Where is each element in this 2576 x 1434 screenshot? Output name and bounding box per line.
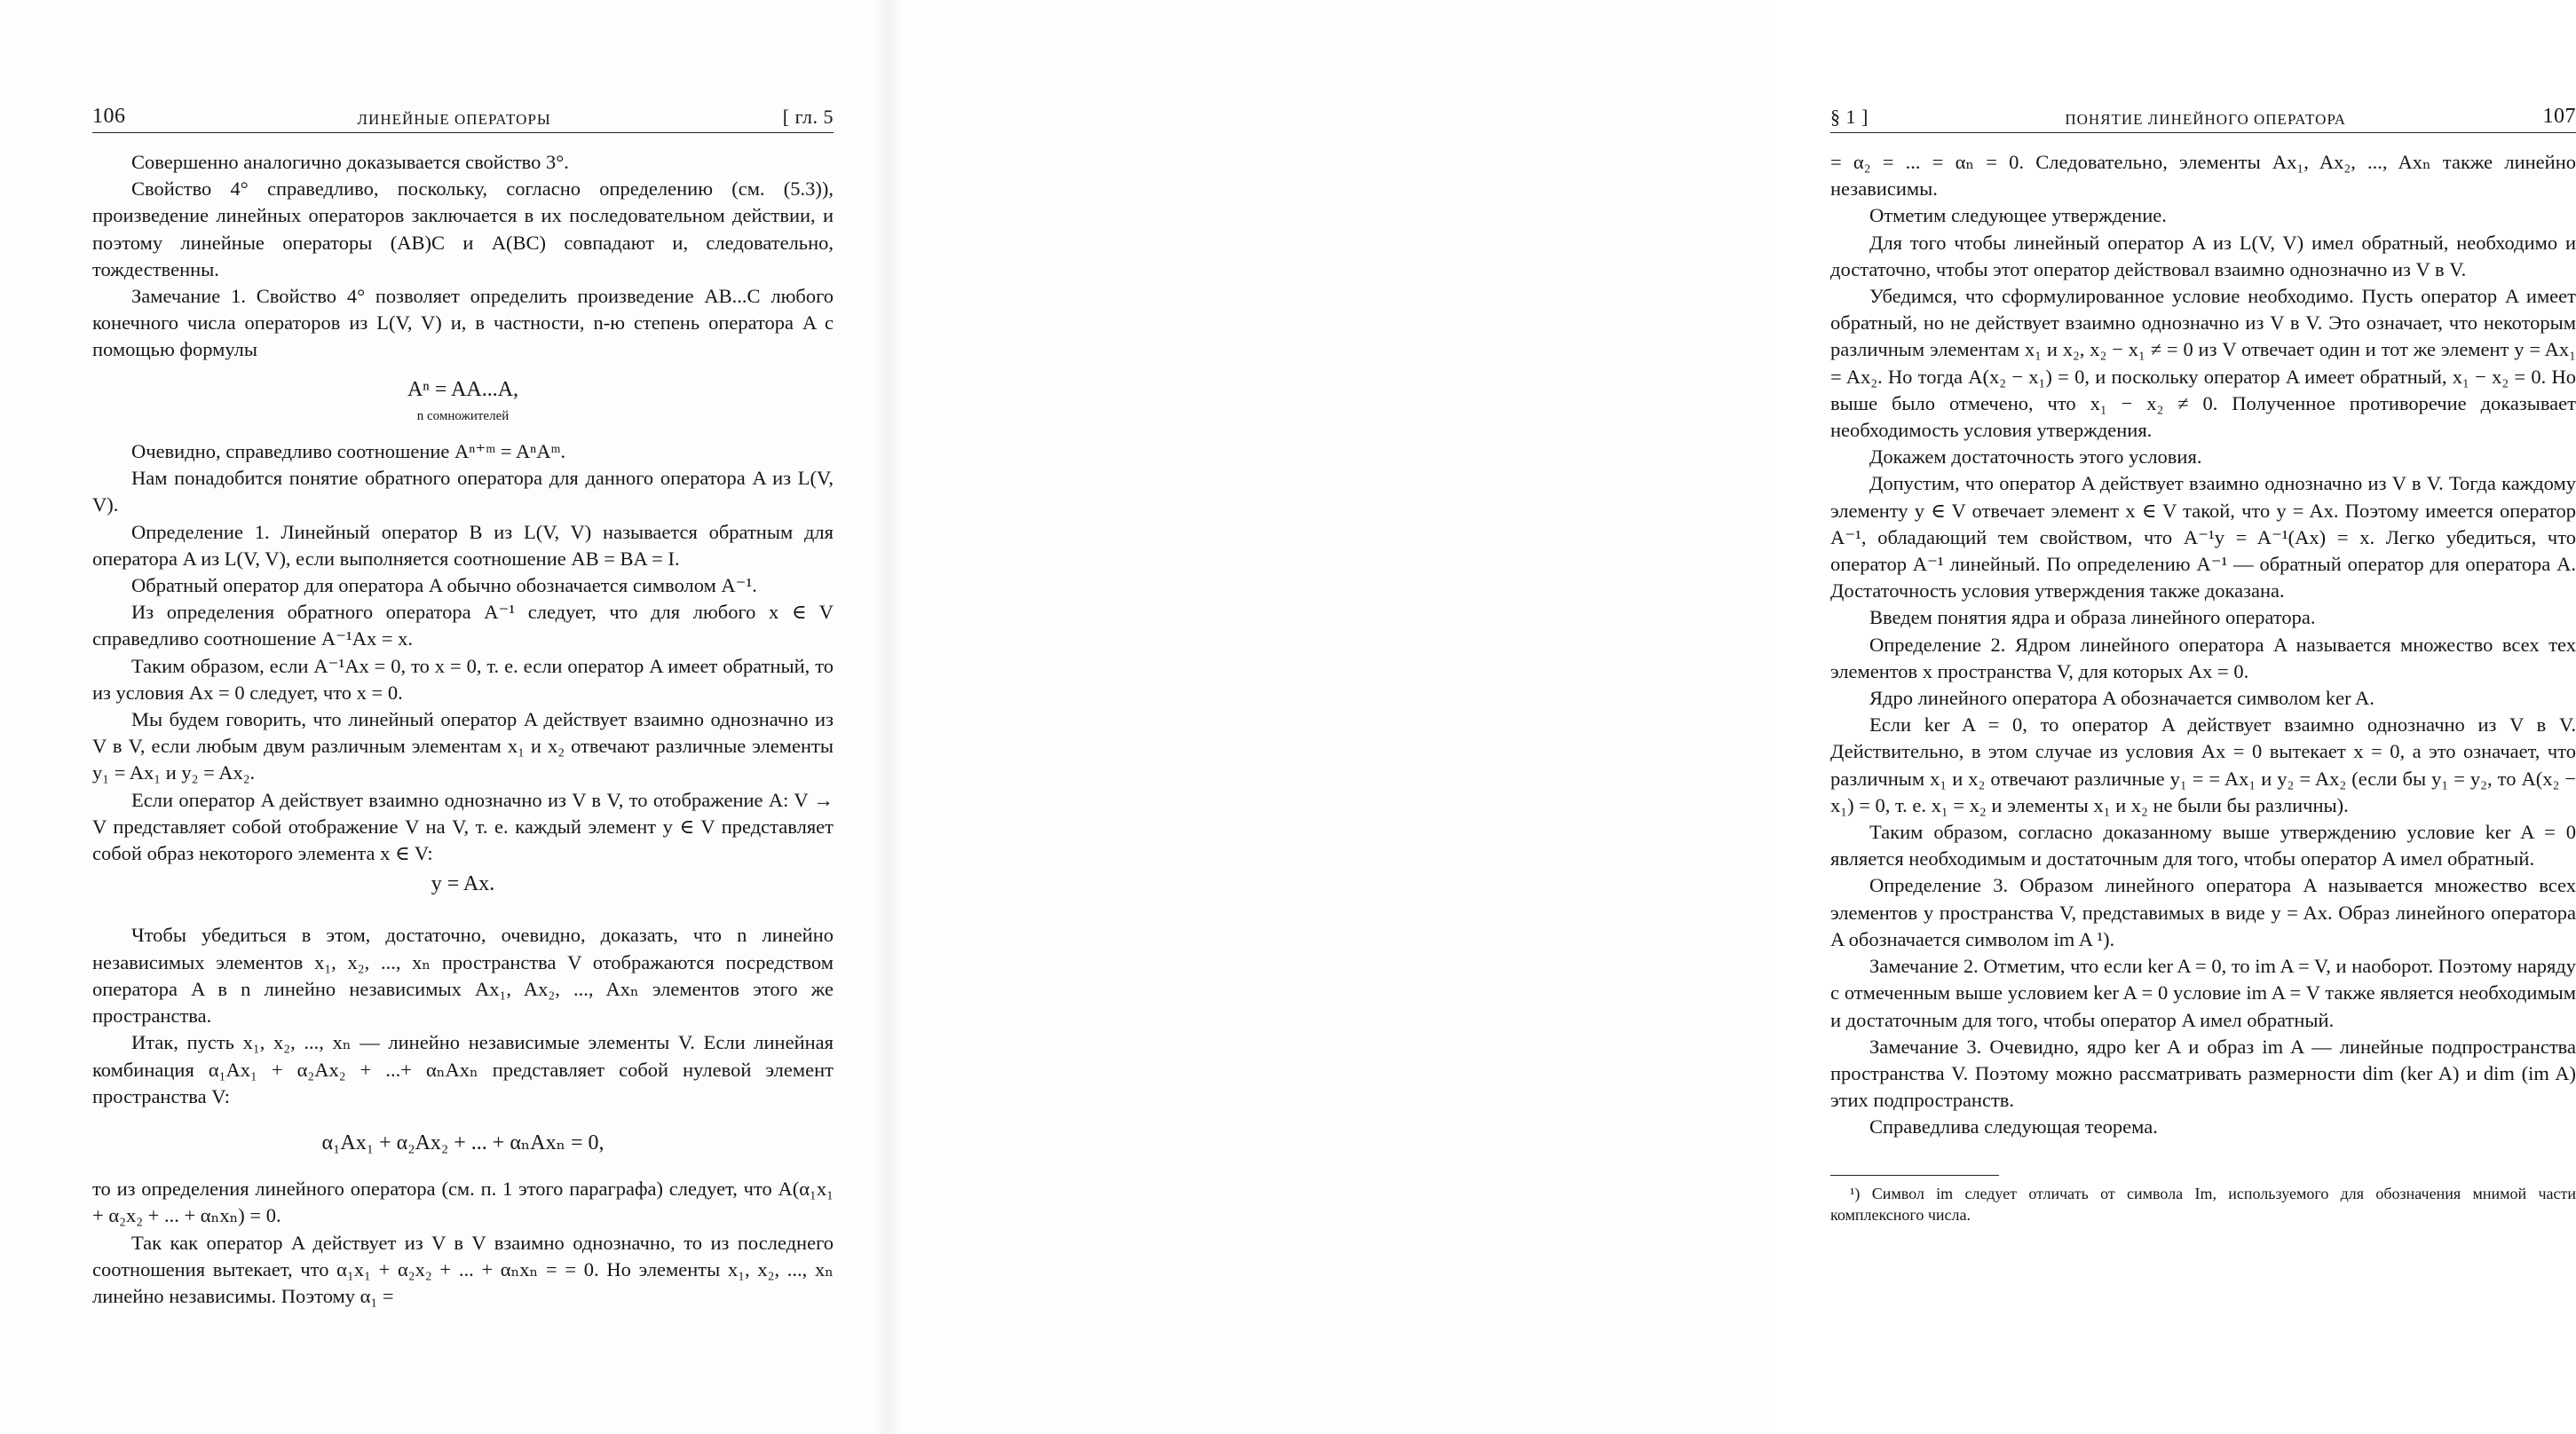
- paragraph: Определение 3. Образом линейного оператора A называется множество всех элементов y пространства V, представимых в виде y = Ax. Образ линейного оператора A обозначается символом im A ¹).: [1830, 874, 2576, 950]
- paragraph: Если оператор A действует взаимно однозначно из V в V, то отображение A: V → V представляет собой отображение V на V, т. е. каждый элемент y ∈ V представляет собой образ некоторого элемента x ∈ V:: [92, 788, 834, 865]
- display-formula: [92, 376, 834, 403]
- paragraph: Введем понятия ядра и образа линейного оператора.: [1869, 606, 2316, 629]
- running-head-title: ПОНЯТИЕ ЛИНЕЙНОГО ОПЕРАТОРА: [2065, 111, 2347, 128]
- left-page-body: [92, 149, 834, 1310]
- paragraph: Так как оператор A действует из V в V взаимно однозначно, то из последнего соотношения вытекает, что α₁x₁ + α₂x₂ + ... + αₙxₙ = = 0. Но элементы x₁, x₂, ..., xₙ линейно независимы. Поэтому α₁ =: [92, 1231, 834, 1307]
- paragraph: Если ker A = 0, то оператор A действует взаимно однозначно из V в V. Действительно, в этом случае из условия Ax = 0 вытекает x = 0, а это означает, что различным x₁ и x₂ отвечают различные y₁ = = Ax₁ и y₂ = Ax₂ (если бы y₁ = y₂, то A(x₂ − x₁) = 0, т. е. x₁ = x₂ и элементы x₁ и x₂ не были бы различны).: [1830, 713, 2576, 816]
- running-head-right: [1830, 103, 2576, 133]
- display-formula: y = Ax.: [431, 872, 495, 896]
- page-number: 106: [92, 105, 126, 128]
- paragraph: Отметим следующее утверждение.: [1869, 204, 2167, 227]
- paragraph: Совершенно аналогично доказывается свойство 3°.: [131, 151, 569, 173]
- running-head-title: ЛИНЕЙНЫЕ ОПЕРАТОРЫ: [357, 111, 551, 128]
- paragraph: Определение 2. Ядром линейного оператора A называется множество всех тех элементов x пространства V, для которых Ax = 0.: [1830, 633, 2576, 682]
- paragraph: Чтобы убедиться в этом, достаточно, очевидно, доказать, что n линейно независимых элементов x₁, x₂, ..., xₙ пространства V отображаются посредством оператора A в n линейно независимых Ax₁, Ax₂, ..., Axₙ элементов этого же пространства.: [92, 924, 834, 1028]
- footnote: ¹) Символ im следует отличать от символа Im, используемого для обозначения мнимой части комплексного числа.: [1830, 1184, 2576, 1224]
- paragraph: Определение 1. Линейный оператор B из L(V, V) называется обратным для оператора A из L(V, V), если выполняется соотношение AB = BA = I.: [92, 520, 834, 570]
- paragraph: Для того чтобы линейный оператор A из L(V, V) имел обратный, необходимо и достаточно, чтобы этот оператор действовал взаимно однозначно из V в V.: [1830, 231, 2576, 280]
- left-page: [0, 0, 888, 1434]
- right-page-body: [1830, 149, 2576, 1225]
- footnote-rule: [1830, 1175, 1999, 1176]
- paragraph: Таким образом, если A⁻¹Ax = 0, то x = 0, т. е. если оператор A имеет обратный, то из условия Ax = 0 следует, что x = 0.: [92, 654, 834, 704]
- right-page: [888, 0, 2576, 1434]
- running-head-left: [92, 103, 834, 133]
- paragraph: = α₂ = ... = αₙ = 0. Следовательно, элементы Ax₁, Ax₂, ..., Axₙ также линейно независимы.: [1830, 151, 2576, 201]
- section-marker: § 1 ]: [1830, 106, 1869, 128]
- formula-text: Aⁿ = AA...A,: [407, 377, 519, 401]
- paragraph: Докажем достаточность этого условия.: [1869, 445, 2202, 469]
- paragraph: Обратный оператор для оператора A обычно обозначается символом A⁻¹.: [131, 574, 757, 597]
- paragraph: Замечание 1. Свойство 4° позволяет определить произведение AB...C любого конечного числа операторов из L(V, V) и, в частности, n-ю степень оператора A с помощью формулы: [92, 285, 834, 361]
- paragraph: Справедлива следующая теорема.: [1869, 1115, 2158, 1139]
- chapter-marker: [ гл. 5: [782, 106, 834, 128]
- paragraph: Допустим, что оператор A действует взаимно однозначно из V в V. Тогда каждому элементу y ∈ V отвечает элемент x ∈ V такой, что y = Ax. Поэтому имеется оператор A⁻¹, обладающий тем свойством, что A⁻¹y = A⁻¹(Ax) = x. Легко убедиться, что оператор A⁻¹ линейный. По определению A⁻¹ — обратный оператор для оператора A. Достаточность условия утверждения также доказана.: [1830, 472, 2576, 603]
- page-number: 107: [2542, 105, 2576, 128]
- paragraph: Мы будем говорить, что линейный оператор A действует взаимно однозначно из V в V, если любым двум различным элементам x₁ и x₂ отвечают различные элементы y₁ = Ax₁ и y₂ = Ax₂.: [92, 708, 834, 784]
- underbrace-note: n сомножителей: [416, 408, 510, 423]
- page-gutter-shadow: [874, 0, 901, 1434]
- paragraph: Нам понадобится понятие обратного оператора для данного оператора A из L(V, V).: [92, 467, 834, 516]
- paragraph: Убедимся, что сформулированное условие необходимо. Пусть оператор A имеет обратный, но не действует взаимно однозначно из V в V. Это означает, что некоторым различным элементам x₁ и x₂, x₂ − x₁ ≠ = 0 из V отвечает один и тот же элемент y = Ax₁ = Ax₂. Но тогда A(x₂ − x₁) = 0, и поскольку оператор A имеет обратный, x₁ − x₂ = 0. Но выше было отмечено, что x₁ − x₂ ≠ 0. Полученное противоречие доказывает необходимость условия утверждения.: [1830, 285, 2576, 442]
- paragraph: Итак, пусть x₁, x₂, ..., xₙ — линейно независимые элементы V. Если линейная комбинация α₁Ax₁ + α₂Ax₂ + ...+ αₙAxₙ представляет собой нулевой элемент пространства V:: [92, 1031, 834, 1107]
- display-formula: α₁Ax₁ + α₂Ax₂ + ... + αₙAxₙ = 0,: [321, 1131, 604, 1154]
- paragraph: Ядро линейного оператора A обозначается символом ker A.: [1869, 687, 2375, 710]
- paragraph: Таким образом, согласно доказанному выше утверждению условие ker A = 0 является необходимым и достаточным для того, чтобы оператор A имел обратный.: [1830, 821, 2576, 871]
- paragraph: Свойство 4° справедливо, поскольку, согласно определению (см. (5.3)), произведение линейных операторов заключается в их последовательном действии, и поэтому линейные операторы (AB)C и A(BC) совпадают и, следовательно, тождественны.: [92, 177, 834, 280]
- paragraph: Замечание 3. Очевидно, ядро ker A и образ im A — линейные подпространства пространства V. Поэтому можно рассматривать размерности dim (ker A) и dim (im A) этих подпространств.: [1830, 1035, 2576, 1112]
- paragraph: то из определения линейного оператора (см. п. 1 этого параграфа) следует, что A(α₁x₁ + α₂x₂ + ... + αₙxₙ) = 0.: [92, 1178, 834, 1227]
- paragraph: Замечание 2. Отметим, что если ker A = 0, то im A = V, и наоборот. Поэтому наряду с отмеченным выше условием ker A = 0 условие im A = V также является необходимым и достаточным для того, чтобы оператор A имел обратный.: [1830, 955, 2576, 1031]
- paragraph: Из определения обратного оператора A⁻¹ следует, что для любого x ∈ V справедливо соотношение A⁻¹Ax = x.: [92, 601, 834, 650]
- paragraph: Очевидно, справедливо соотношение Aⁿ⁺ᵐ = AⁿAᵐ.: [131, 440, 566, 463]
